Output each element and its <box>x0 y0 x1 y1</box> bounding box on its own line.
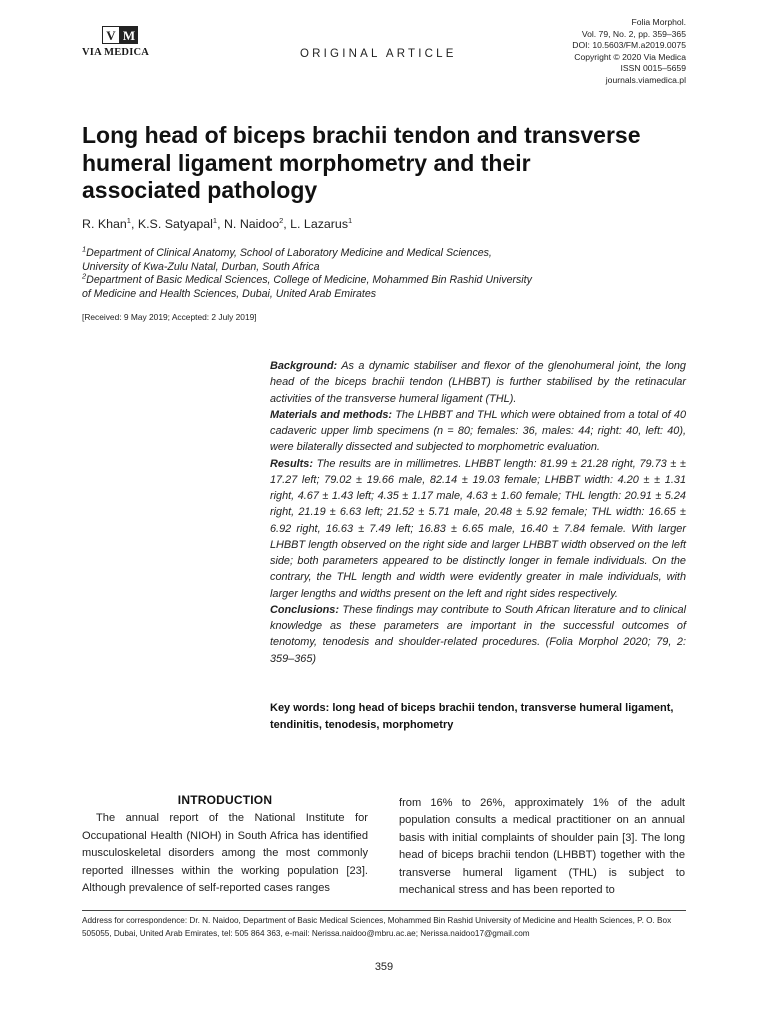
affiliation-line <box>82 271 532 288</box>
abstract-label: Background: <box>270 360 338 372</box>
abstract-text: The LHBBT and THL which were obtained from a total of 40 cadaveric upper limb specimens (n = 80; females: 36, males: 44; right: 40, left: 40), were bilaterally dissected and subjected to morphometric evaluation. <box>270 408 686 454</box>
author-affiliation-marker: 1 <box>348 215 353 225</box>
abstract-conclusions <box>270 602 686 667</box>
journal-copyright: Copyright © 2020 Via Medica <box>574 51 686 62</box>
journal-doi: DOI: 10.5603/FM.a2019.0075 <box>572 40 686 51</box>
journal-meta <box>572 17 686 87</box>
journal-name: Folia Morphol. <box>631 17 686 27</box>
author-separator: , <box>283 217 291 231</box>
journal-issn: ISSN 0015–5659 <box>620 63 686 74</box>
section-label: ORIGINAL ARTICLE <box>300 48 457 60</box>
received-accepted-dates: [Received: 9 May 2019; Accepted: 2 July 2019] <box>82 312 257 322</box>
affiliation-text: Department of Basic Medical Sciences, College of Medicine, Mohammed Bin Rashid University <box>86 274 532 287</box>
article-title: Long head of biceps brachii tendon and transverse humeral ligament morphometry and their associated pathology <box>82 122 641 203</box>
abstract <box>270 358 686 667</box>
author-list <box>82 217 352 231</box>
affiliation-line: University of Kwa-Zulu Natal, Durban, South Africa <box>82 260 320 273</box>
abstract-text: The results are in millimetres. LHBBT length: 81.99 ± 21.28 right, 79.73 ± ± 17.27 left; 79.02 ± 19.66 male, 82.14 ± 19.03 female; LHBBT width: 4.20 ± ± 1.31 right, 4.67 ± 1.43 left; 4.35 ± 1.17 male, 4.63 ± 1.60 female; THL length: 20.91 ± 5.24 right, 21.19 ± 6.63 left; 21.52 ± 5.71 male, 20.48 ± 5.92 female; THL width: 16.65 ± 6.92 right, 16.63 ± 7.49 left; 16.83 ± 6.65 male, 16.40 ± 7.84 female. With larger LHBBT length observed on the right side and larger LHBBT width observed on the left side; both parameters appeared to be distinctly longer in female individuals. On the contrary, the THL length and width were evidently greater in male individuals, with larger lengths and widths present on the left and right sides respectively. <box>270 457 686 600</box>
introduction-paragraph: The annual report of the National Institute for Occupational Health (NIOH) in South Africa has identified musculoskeletal disorders among the most commonly reported illnesses within the working population [23]. Although prevalence of self-reported cases ranges <box>82 812 368 895</box>
abstract-label: Materials and methods: <box>270 408 393 421</box>
keywords: Key words: long head of biceps brachii tendon, transverse humeral ligament, tendinitis, tenodesis, morphometry <box>270 702 674 731</box>
abstract-methods <box>270 407 686 456</box>
page-number: 359 <box>374 961 394 973</box>
journal-volume: Vol. 79, No. 2, pp. 359–365 <box>581 28 686 39</box>
logo-letter-v: V <box>102 26 120 44</box>
author-affiliation-marker: 1 <box>212 215 218 225</box>
abstract-label: Results: <box>270 457 313 470</box>
introduction-heading: INTRODUCTION <box>177 793 273 807</box>
affiliation-line <box>82 244 532 261</box>
abstract-results <box>270 456 686 602</box>
author-name: K.S. Satyapal <box>137 217 213 231</box>
footer-divider <box>82 910 686 911</box>
logo-letter-m: M <box>120 26 138 44</box>
abstract-background <box>270 358 686 407</box>
abstract-text: As a dynamic stabiliser and flexor of the glenohumeral joint, the long head of the biceps brachii tendon (LHBBT) is further stabilised by the retinacular activities of the transverse humeral ligament (THL). <box>270 360 686 405</box>
journal-url[interactable]: journals.viamedica.pl <box>605 74 686 85</box>
author-name: N. Naidoo <box>223 217 280 231</box>
author-affiliation-marker: 2 <box>279 215 284 225</box>
publisher-logo <box>82 26 158 58</box>
abstract-label: Conclusions: <box>270 603 339 616</box>
author-separator: , <box>217 217 224 231</box>
author-name: R. Khan <box>82 217 127 231</box>
affiliations <box>82 244 532 301</box>
correspondence-address: Address for correspondence: Dr. N. Naidoo, Department of Basic Medical Sciences, Mohammed Bin Rashid University of Medicine and Health Sciences, P. O. Box 505055, Dubai, United Arab Emirates, tel: 505 864 363, e-mail: Nerissa.naidoo@mbru.ac.ae; Nerissa.naidoo17@gmail.com <box>82 916 672 938</box>
body-column-right <box>399 795 685 899</box>
publisher-name: VIA MEDICA <box>82 47 150 58</box>
affiliation-line: of Medicine and Health Sciences, Dubai, United Arab Emirates <box>82 287 377 300</box>
abstract-text: These findings may contribute to South African literature and to clinical knowledge as these parameters are important in the successful outcomes of tenotomy, tenodesis and shoulder-related procedures. (Folia Morphol 2020; 79, 2: 359–365) <box>270 603 686 665</box>
author-name: L. Lazarus <box>290 217 349 231</box>
logo-mark <box>82 26 158 44</box>
author-affiliation-marker: 1 <box>126 215 131 225</box>
body-column-left <box>82 792 368 897</box>
affiliation-marker: 1 <box>82 244 87 254</box>
introduction-paragraph-continued: from 16% to 26%, approximately 1% of the adult population consults a medical practitioner on an annual basis with initial complaints of shoulder pain [3]. The long head of biceps brachii tendon (LHBBT) together with the transverse humeral ligament (THL) is subject to mechanical stress and has been reported to <box>399 797 685 897</box>
author-separator: , <box>130 217 138 231</box>
affiliation-text: Department of Clinical Anatomy, School of Laboratory Medicine and Medical Sciences, <box>86 247 492 259</box>
affiliation-marker: 2 <box>82 271 87 281</box>
